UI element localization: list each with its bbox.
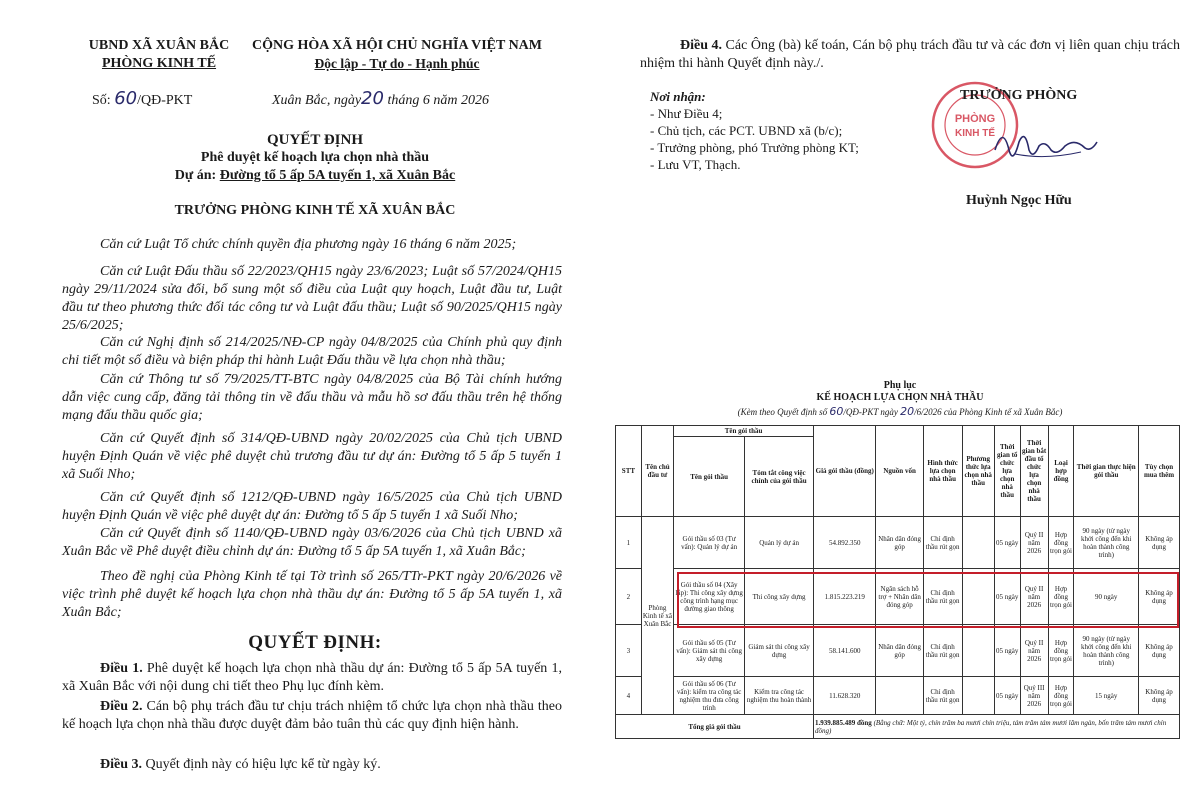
total-words: (Bằng chữ: Một tỷ, chín trăm ba mươi chín triệu, tám trăm tám mươi lăm ngàn, bốn trăm tám mươi chín đồng) xyxy=(815,718,1167,735)
handwritten-day: 20 xyxy=(361,88,384,109)
header-source: Nguồn vốn xyxy=(876,426,923,517)
svg-text:PHÒNG: PHÒNG xyxy=(954,113,996,125)
appendix-subtitle: (Kèm theo Quyết định số 60/QĐ-PKT ngày 20/6/2026 của Phòng Kinh tế xã Xuân Bắc) xyxy=(737,405,1063,418)
national-title: CỘNG HÒA XÃ HỘI CHỦ NGHĨA VIỆT NAM xyxy=(251,38,542,53)
right-document-page xyxy=(600,0,1200,804)
document-number: Số: 60/QĐ-PKT xyxy=(92,88,193,109)
appendix-label: Phụ lục xyxy=(883,380,917,391)
handwritten-number: 60 xyxy=(114,88,138,109)
article-1: Điều 1. Phê duyệt kế hoạch lựa chọn nhà thầu dự án: Đường tổ 5 ấp 5A tuyến 1, xã Xuân Bắc với nội dung chi tiết theo Phụ lục đính kèm. xyxy=(62,661,563,694)
handwritten-signature xyxy=(985,120,1105,170)
basis-paragraph: Căn cứ Luật Tổ chức chính quyền địa phương ngày 16 tháng 6 năm 2025; xyxy=(100,237,517,252)
recipients-heading: Nơi nhận: xyxy=(650,89,706,104)
header-package-group: Tên gói thầu xyxy=(674,426,814,437)
total-value: 1.939.885.489 đồng xyxy=(815,718,872,727)
signer-name: Huỳnh Ngọc Hữu xyxy=(966,193,1072,208)
svg-text:KINH TẾ: KINH TẾ xyxy=(955,128,995,139)
header-owner: Tên chủ đầu tư xyxy=(641,426,673,517)
header-duration: Thời gian thực hiện gói thầu xyxy=(1074,426,1139,517)
authority-heading: TRƯỞNG PHÒNG KINH TẾ XÃ XUÂN BẮC xyxy=(174,203,456,218)
basis-paragraph: Căn cứ Quyết định số 314/QĐ-UBND ngày 20/02/2025 của Chủ tịch UBND huyện Định Quán về việc phê duyệt chủ trương đầu tư dự án: Đường tổ 5 ấp 5 tuyến 1 xã Suối Nho; xyxy=(62,431,562,482)
basis-paragraph: Căn cứ Luật Đấu thầu số 22/2023/QH15 ngày 23/6/2023; Luật số 57/2024/QH15 ngày 29/11/2024 sửa đổi, bổ sung một số điều của Luật quy hoạch, Luật đầu tư, Luật đầu tư theo phương thức đối tác công tư và Luật đấu thầu; Luật số 90/2025/QH15 ngày 25/6/2025; xyxy=(62,264,562,333)
article-3: Điều 3. Quyết định này có hiệu lực kể từ ngày ký. xyxy=(100,757,381,772)
table-row: 3 Gói thầu số 05 (Tư vấn): Giám sát thi công xây dựng Giám sát thi công xây dựng 58.141.600 Nhân dân đóng góp Chỉ định thầu rút gọn 05 ngày Quý II năm 2026 Hợp đồng trọn gói 90 ngày (từ ngày khởi công đến khi hoàn thành công trình) Không áp dụng xyxy=(616,625,1180,677)
decision-heading: QUYẾT ĐỊNH: xyxy=(248,632,382,653)
issuer-line-2: PHÒNG KINH TẾ xyxy=(101,56,217,71)
table-row: 2 Gói thầu số 04 (Xây lắp): Thi công xây dựng công trình hạng mục đường giao thông Thi công xây dựng 1.815.223.219 Ngân sách hỗ trợ + Nhân dân đóng góp Chỉ định thầu rút gọn 05 ngày Quý II năm 2026 Hợp đồng trọn gói 90 ngày Không áp dụng xyxy=(616,569,1180,625)
signer-title: TRƯỞNG PHÒNG xyxy=(960,88,1078,103)
national-motto: Độc lập - Tự do - Hạnh phúc xyxy=(314,56,480,71)
header-method: Phương thức lựa chọn nhà thầu xyxy=(962,426,994,517)
recipient-item: - Chủ tịch, các PCT. UBND xã (b/c); xyxy=(650,123,843,138)
header-form: Hình thức lựa chọn nhà thầu xyxy=(923,426,962,517)
recipient-item: - Lưu VT, Thạch. xyxy=(650,157,741,172)
issuer-header xyxy=(84,37,234,73)
table-row: 4 Gói thầu số 06 (Tư vấn): kiểm tra công tác nghiệm thu đưa công trình Kiểm tra công tác nghiệm thu hoàn thành 11.628.320 Chỉ định thầu rút gọn 05 ngày Quý III năm 2026 Hợp đồng trọn gói 15 ngày Không áp dụng xyxy=(616,677,1180,715)
total-row xyxy=(616,715,1180,739)
procurement-plan-table xyxy=(615,425,1180,739)
recipient-item: - Như Điều 4; xyxy=(650,106,723,121)
table-row: 1 Phòng Kinh tế xã Xuân Bắc Gói thầu số 03 (Tư vấn): Quản lý dự án Quản lý dự án 54.892.350 Nhân dân đóng góp Chỉ định thầu rút gọn 05 ngày Quý II năm 2026 Hợp đồng trọn gói 90 ngày (từ ngày khởi công đến khi hoàn thành công trình) Không áp dụng xyxy=(616,517,1180,569)
header-contract: Loại hợp đồng xyxy=(1048,426,1074,517)
article-2: Điều 2. Cán bộ phụ trách đầu tư chịu trách nhiệm tổ chức lựa chọn nhà thầu theo kế hoạch lựa chọn nhà thầu được duyệt đảm bảo tuân thủ các quy định hiện hành. xyxy=(62,699,563,732)
header-time-start: Thời gian bắt đầu tổ chức lựa chọn nhà thầu xyxy=(1020,426,1048,517)
basis-paragraph: Căn cứ Nghị định số 214/2025/NĐ-CP ngày 04/8/2025 của Chính phủ quy định chi tiết một số điều và biện pháp thi hành Luật Đấu thầu về lựa chọn nhà thầu; xyxy=(62,335,562,368)
issuer-line-1: UBND XÃ XUÂN BẮC xyxy=(88,38,230,53)
header-package-name: Tên gói thầu xyxy=(674,437,745,517)
decision-title: QUYẾT ĐỊNH xyxy=(267,132,363,148)
basis-paragraph: Căn cứ Quyết định số 1140/QĐ-UBND ngày 03/6/2026 của Chủ tịch UBND xã Xuân Bắc về Phê duyệt điều chỉnh dự án: Đường tổ 5 ấp 5A tuyến 1, xã Xuân Bắc; xyxy=(62,526,562,559)
recipients-block xyxy=(650,88,859,173)
header-stt: STT xyxy=(616,426,642,517)
recipient-item: - Trưởng phòng, phó Trưởng phòng KT; xyxy=(650,140,859,155)
header-option: Tùy chọn mua thêm xyxy=(1139,426,1180,517)
header-summary: Tóm tắt công việc chính của gói thầu xyxy=(745,437,814,517)
header-price: Giá gói thầu (đồng) xyxy=(814,426,876,517)
total-value-cell xyxy=(814,715,1180,739)
national-header xyxy=(232,37,562,73)
total-label: Tổng giá gói thầu xyxy=(616,715,814,739)
document-date: Xuân Bắc, ngày20 tháng 6 năm 2026 xyxy=(272,88,489,109)
decision-subject: Phê duyệt kế hoạch lựa chọn nhà thầu xyxy=(200,150,430,165)
basis-paragraph: Theo đề nghị của Phòng Kinh tế tại Tờ trình số 265/TTr-PKT ngày 20/6/2026 về việc trình phê duyệt kế hoạch lựa chọn nhà thầu dự án: Đường tổ 5 ấp 5A tuyến 1, xã Xuân Bắc; xyxy=(62,569,562,620)
basis-paragraph: Căn cứ Thông tư số 79/2025/TT-BTC ngày 04/8/2025 của Bộ Tài chính hướng dẫn việc cung cấp, đăng tải thông tin về đấu thầu và mẫu hồ sơ đấu thầu trên hệ thống mạng đấu thầu quốc gia; xyxy=(62,372,562,423)
owner-cell: Phòng Kinh tế xã Xuân Bắc xyxy=(641,517,673,715)
project-line: Dự án: Đường tổ 5 ấp 5A tuyến 1, xã Xuân Bắc xyxy=(174,168,456,183)
article-4: Điều 4. Các Ông (bà) kế toán, Cán bộ phụ trách đầu tư và các đơn vị liên quan chịu trách nhiệm thi hành Quyết định này./. xyxy=(640,38,1180,71)
header-time-org: Thời gian tổ chức lựa chọn nhà thầu xyxy=(994,426,1020,517)
basis-paragraph: Căn cứ Quyết định số 1212/QĐ-UBND ngày 16/5/2025 của Chủ tịch UBND huyện Định Quán về việc phê duyệt dự án: Đường tổ 5 ấp 5 tuyến 1 xã Suối Nho; xyxy=(62,490,562,523)
appendix-title: KẾ HOẠCH LỰA CHỌN NHÀ THẦU xyxy=(816,392,984,403)
